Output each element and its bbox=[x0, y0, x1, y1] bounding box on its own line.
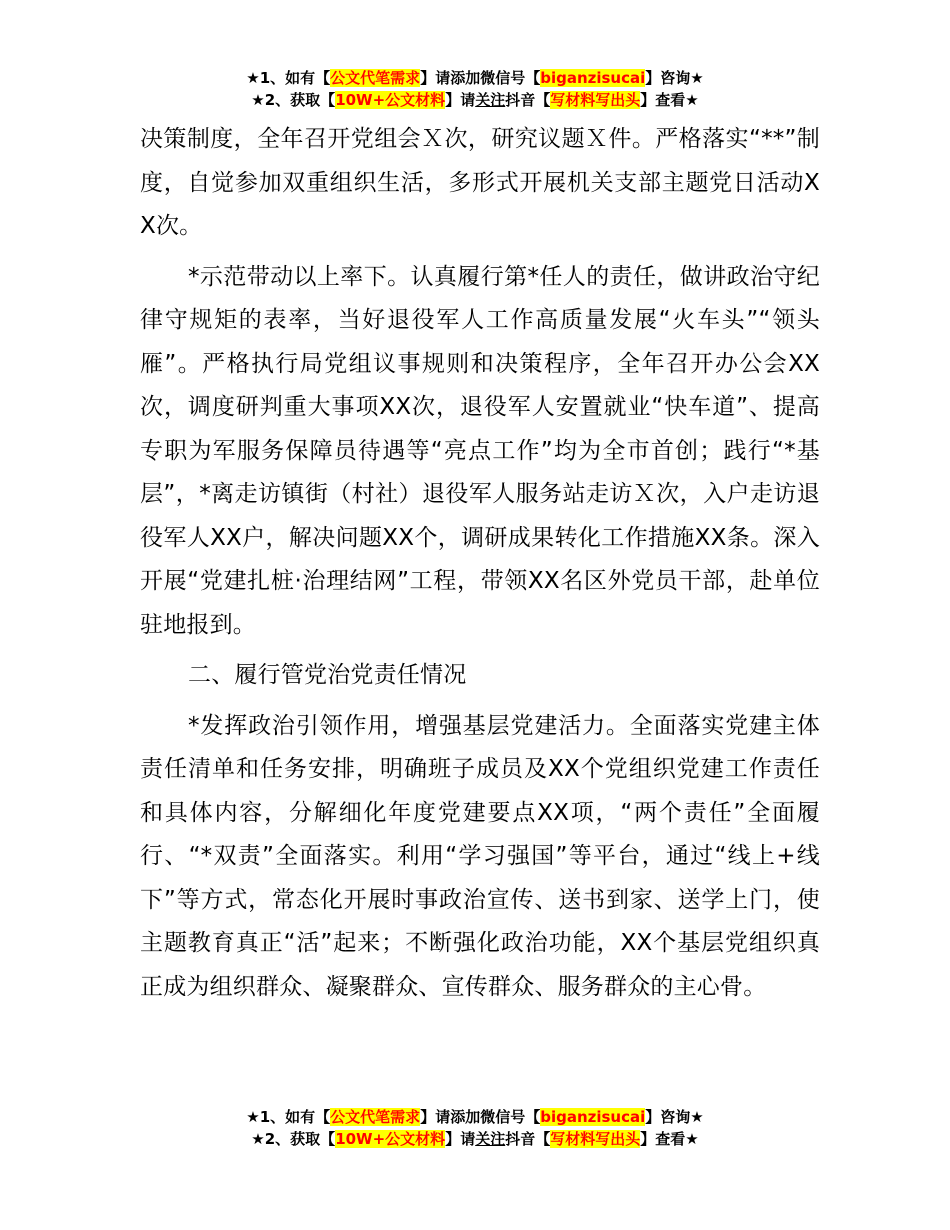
banner-line-1 bbox=[0, 67, 950, 89]
banner-underlined-text: 关注 bbox=[475, 91, 506, 109]
header-banner bbox=[0, 67, 950, 111]
banner-line-2 bbox=[0, 1128, 950, 1150]
banner-line-2 bbox=[0, 89, 950, 111]
banner-text: 】请 bbox=[445, 1130, 476, 1148]
banner-highlight-wechat-id: biganzisucai bbox=[540, 69, 646, 87]
banner-underlined-text: 关注 bbox=[475, 1130, 506, 1148]
banner-highlight: 10W+公文材料 bbox=[335, 91, 446, 109]
section-heading: 二、履行管党治党责任情况 bbox=[188, 662, 467, 688]
banner-highlight: 10W+公文材料 bbox=[335, 1130, 446, 1148]
banner-text: ★2、获取【 bbox=[251, 91, 336, 109]
footer-banner bbox=[0, 1106, 950, 1150]
banner-text: 】请 bbox=[445, 91, 476, 109]
paragraph: 决策制度，全年召开党组会Ｘ次，研究议题Ｘ件。严格落实“**”制度，自觉参加双重组织生活，多形式开展机关支部主题党日活动XX次。 bbox=[140, 126, 820, 239]
banner-line-1 bbox=[0, 1106, 950, 1128]
banner-highlight: 公文代笔需求 bbox=[330, 69, 421, 87]
banner-text: 】查看★ bbox=[640, 1130, 699, 1148]
banner-highlight-douyin: 写材料写出头 bbox=[550, 1130, 641, 1148]
banner-text: 抖音【 bbox=[505, 91, 551, 109]
banner-text: 抖音【 bbox=[505, 1130, 551, 1148]
banner-text: ★2、获取【 bbox=[251, 1130, 336, 1148]
banner-text: 】请添加微信号【 bbox=[420, 69, 541, 87]
paragraph: *示范带动以上率下。认真履行第*任人的责任，做讲政治守纪律守规矩的表率，当好退役军人工作高质量发展“火车头”“领头雁”。严格执行局党组议事规则和决策程序，全年召开办公会XX次，调度研判重大事项XX次，退役军人安置就业“快车道”、提高专职为军服务保障员待遇等“亮点工作”均为全市首创；践行“*基层”，*离走访镇街（村社）退役军人服务站走访Ｘ次，入户走访退役军人XX户，解决问题XX个，调研成果转化工作措施XX条。深入开展“党建扎桩·治理结网”工程，带领XX名区外党员干部，赴单位驻地报到。 bbox=[140, 263, 820, 638]
banner-text: 】查看★ bbox=[640, 91, 699, 109]
banner-text: ★1、如有【 bbox=[246, 69, 331, 87]
banner-highlight-douyin: 写材料写出头 bbox=[550, 91, 641, 109]
banner-highlight-wechat-id: biganzisucai bbox=[540, 1108, 646, 1126]
banner-text: 】咨询★ bbox=[645, 1108, 704, 1126]
paragraph: *发挥政治引领作用，增强基层党建活力。全面落实党建主体责任清单和任务安排，明确班子成员及XX个党组织党建工作责任和具体内容，分解细化年度党建要点XX项，“两个责任”全面履行、“*双责”全面落实。利用“学习强国”等平台，通过“线上+线下”等方式，常态化开展时事政治宣传、送书到家、送学上门，使主题教育真正“活”起来；不断强化政治功能，XX个基层党组织真正成为组织群众、凝聚群众、宣传群众、服务群众的主心骨。 bbox=[140, 712, 820, 1000]
banner-text: 】请添加微信号【 bbox=[420, 1108, 541, 1126]
document-body bbox=[140, 118, 820, 1016]
banner-highlight: 公文代笔需求 bbox=[330, 1108, 421, 1126]
banner-text: 】咨询★ bbox=[645, 69, 704, 87]
banner-text: ★1、如有【 bbox=[246, 1108, 331, 1126]
